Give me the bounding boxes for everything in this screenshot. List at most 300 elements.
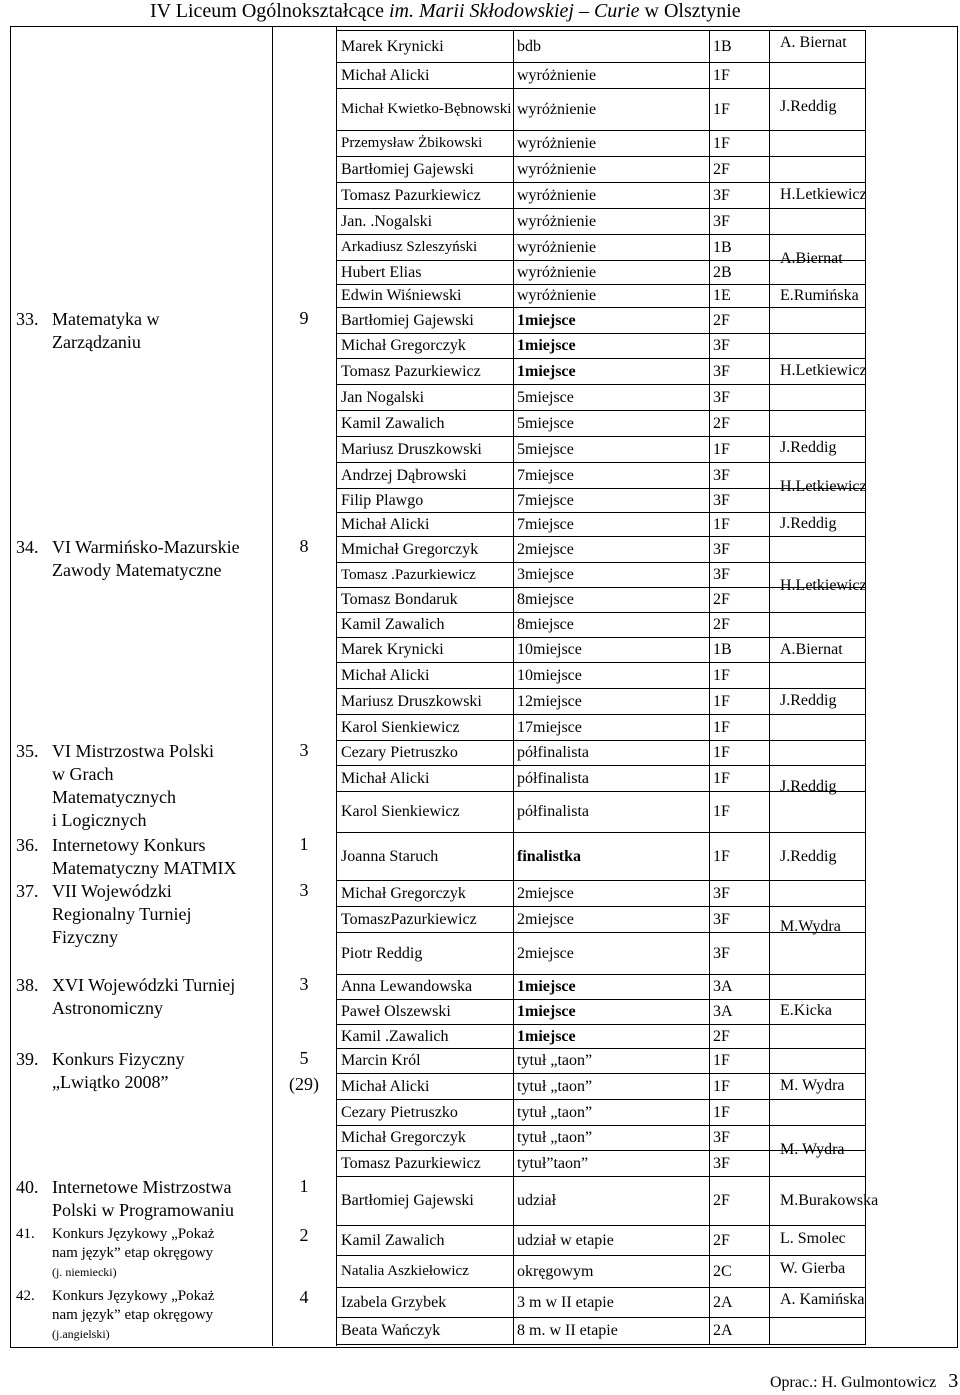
class-label: 3A: [713, 1003, 733, 1020]
competition-number: 41.: [16, 1226, 35, 1242]
teacher-name: H.Letkiewicz: [780, 478, 867, 495]
column-divider: [709, 1000, 710, 1024]
column-divider: [769, 131, 770, 156]
result-text: wyróżnienie: [517, 134, 597, 152]
result-text: wyróżnienie: [517, 186, 597, 204]
student-name: Karol Sienkiewicz: [341, 718, 460, 736]
result-text: 17miejsce: [517, 718, 582, 736]
teacher-name: M.Wydra: [780, 918, 841, 935]
competition-name-line: Matematyka w: [52, 309, 160, 329]
competition-name-line: Matematycznych: [52, 787, 176, 807]
class-label: 3F: [713, 1154, 730, 1172]
participant-count: 5: [299, 1048, 309, 1068]
column-divider: [769, 689, 770, 714]
column-divider: [709, 359, 710, 384]
class-label: 1F: [713, 769, 730, 787]
class-label: 1F: [713, 1103, 730, 1121]
student-name: Marek Krynicki: [341, 37, 444, 55]
column-divider: [709, 1226, 710, 1255]
column-divider: [513, 975, 514, 999]
student-name: Michał Alicki: [341, 515, 430, 533]
result-text: udział: [517, 1192, 557, 1209]
student-name: Kamil Zawalich: [341, 616, 445, 633]
table-row: [336, 1048, 866, 1073]
result-text: 1miejsce: [517, 1027, 576, 1045]
column-divider: [513, 588, 514, 612]
competition-name-line: Konkurs Językowy „Pokaż: [52, 1288, 215, 1304]
column-divider: [513, 1177, 514, 1225]
column-divider: [513, 513, 514, 536]
teacher-name: M. Wydra: [780, 1141, 845, 1158]
column-divider: [709, 638, 710, 662]
table-row: [336, 612, 866, 637]
column-divider: [769, 1177, 770, 1225]
student-name: Kamil Zawalich: [341, 1231, 445, 1249]
column-divider: [513, 663, 514, 688]
class-label: 1F: [713, 440, 730, 458]
result-text: półfinalista: [517, 803, 589, 820]
class-label: 3F: [713, 491, 730, 509]
header-school: IV Liceum Ogólnokształcące: [150, 0, 384, 22]
table-row: [336, 156, 866, 182]
student-name: Jan Nogalski: [341, 388, 425, 406]
result-text: 8miejsce: [517, 591, 574, 608]
competition-name-line: Zarządzaniu: [52, 332, 141, 352]
column-divider: [513, 766, 514, 791]
column-divider: [709, 463, 710, 488]
result-text: 7miejsce: [517, 491, 574, 509]
student-name: Bartłomiej Gajewski: [341, 1192, 474, 1209]
column-divider: [513, 715, 514, 740]
class-label: 1F: [713, 66, 730, 84]
column-divider: [709, 385, 710, 410]
student-name: Kamil .Zawalich: [341, 1027, 449, 1045]
student-name: Joanna Staruch: [341, 847, 439, 865]
page-header: [150, 0, 960, 24]
column-divider: [513, 638, 514, 662]
result-text: 3miejsce: [517, 566, 574, 583]
competition-name-line: (j.angielski): [52, 1327, 110, 1341]
column-divider: [769, 833, 770, 880]
column-divider: [513, 1256, 514, 1287]
class-label: 3F: [713, 388, 730, 406]
teacher-name: L. Smolec: [780, 1230, 846, 1247]
result-text: 2miejsce: [517, 884, 574, 902]
student-name: Marcin Król: [341, 1052, 421, 1069]
column-divider: [709, 437, 710, 462]
column-divider: [769, 1100, 770, 1125]
column-divider: [769, 1025, 770, 1048]
column-divider: [513, 209, 514, 234]
column-divider: [769, 157, 770, 182]
result-text: tytuł „taon”: [517, 1052, 593, 1069]
table-row: [336, 1317, 866, 1345]
result-text: wyróżnienie: [517, 212, 597, 230]
result-text: wyróżnienie: [517, 66, 597, 84]
result-text: półfinalista: [517, 744, 589, 761]
teacher-name: A.Biernat: [780, 641, 843, 658]
column-divider: [709, 1100, 710, 1125]
column-divider: [513, 359, 514, 384]
column-divider: [769, 437, 770, 462]
participant-count: 3: [299, 740, 309, 760]
competition-name-line: Polski w Programowaniu: [52, 1200, 234, 1220]
participant-count-total: (29): [289, 1074, 319, 1094]
result-text: 7miejsce: [517, 466, 574, 484]
competition-name-line: Astronomiczny: [52, 998, 163, 1018]
student-name: Hubert Elias: [341, 263, 422, 281]
column-divider: [769, 907, 770, 932]
student-name: Kamil Zawalich: [341, 414, 445, 432]
column-divider: [709, 792, 710, 832]
table-row: [336, 536, 866, 562]
class-label: 1F: [713, 744, 730, 761]
column-divider: [769, 638, 770, 662]
table-row: [336, 130, 866, 156]
class-label: 2C: [713, 1262, 732, 1280]
class-label: 1E: [713, 287, 731, 304]
column-divider: [513, 1318, 514, 1344]
competition-name-line: nam język” etap okręgowy: [52, 1245, 214, 1261]
column-divider: [769, 933, 770, 974]
column-divider: [709, 261, 710, 284]
class-label: 1F: [713, 666, 730, 684]
column-divider: [769, 741, 770, 765]
column-divider: [709, 1177, 710, 1225]
column-divider: [769, 1288, 770, 1317]
competition-name-line: VI Warmińsko-Mazurskie: [52, 537, 240, 557]
class-label: 1F: [713, 803, 730, 820]
student-name: Marek Krynicki: [341, 641, 444, 658]
column-divider: [769, 766, 770, 791]
column-divider: [769, 792, 770, 832]
column-divider: [709, 513, 710, 536]
column-divider: [513, 157, 514, 182]
column-divider: [709, 209, 710, 234]
column-divider: [769, 209, 770, 234]
competition-name-line: Matematyczny MATMIX: [52, 858, 237, 878]
column-divider: [709, 1151, 710, 1176]
participant-count: 3: [299, 974, 309, 994]
result-text: 7miejsce: [517, 515, 574, 533]
competition-number: 40.: [16, 1177, 39, 1197]
student-name: Michał Alicki: [341, 66, 430, 84]
teacher-name: M.Burakowska: [780, 1192, 879, 1209]
class-label: 3F: [713, 362, 730, 380]
column-divider: [709, 63, 710, 88]
teacher-name: H.Letkiewicz: [780, 362, 867, 379]
column-divider: [769, 1074, 770, 1099]
student-name: Arkadiusz Szleszyński: [341, 239, 478, 255]
class-label: 1F: [713, 718, 730, 736]
header-patron: im. Marii Skłodowskiej – Curie: [388, 0, 640, 22]
column-divider: [709, 411, 710, 436]
column-divider: [709, 1049, 710, 1073]
column-divider: [769, 1226, 770, 1255]
column-divider: [513, 1126, 514, 1150]
class-label: 3F: [713, 186, 730, 204]
teacher-name: J.Reddig: [780, 98, 837, 115]
result-text: 5miejsce: [517, 414, 574, 432]
participant-count: 4: [299, 1287, 309, 1307]
column-divider: [769, 31, 770, 62]
competition-name-line: Konkurs Fizyczny: [52, 1049, 185, 1069]
teacher-name: M. Wydra: [780, 1077, 845, 1094]
teacher-name: J.Reddig: [780, 439, 837, 456]
table-row: [336, 384, 866, 410]
page-number: 3: [948, 1370, 959, 1392]
competition-name-line: Fizyczny: [52, 927, 118, 947]
teacher-name: E.Rumińska: [780, 287, 859, 304]
column-divider: [769, 285, 770, 307]
column-divider: [513, 385, 514, 410]
column-divider: [769, 489, 770, 512]
result-text: 1miejsce: [517, 1003, 576, 1020]
student-name: Michał Gregorczyk: [341, 1129, 466, 1146]
class-label: 1B: [713, 641, 732, 658]
column-divider: [513, 537, 514, 562]
student-name: Michał Kwietko-Bębnowski: [341, 101, 512, 117]
class-label: 1F: [713, 134, 730, 152]
teacher-name: W. Gierba: [780, 1260, 846, 1277]
competition-name-line: VII Wojewódzki: [52, 881, 172, 901]
class-label: 2A: [713, 1293, 733, 1311]
column-divider: [513, 261, 514, 284]
column-divider: [709, 157, 710, 182]
student-name: Tomasz Bondaruk: [341, 591, 458, 608]
student-name: Paweł Olszewski: [341, 1003, 451, 1020]
student-name: TomaszPazurkiewicz: [341, 910, 477, 928]
column-divider: [709, 907, 710, 932]
table-row: [336, 974, 866, 999]
column-divider: [513, 411, 514, 436]
class-label: 1F: [713, 847, 730, 865]
column-divider: [513, 1049, 514, 1073]
column-divider: [513, 907, 514, 932]
result-text: 3 m w II etapie: [517, 1293, 614, 1311]
column-divider: [709, 741, 710, 765]
column-divider: [709, 537, 710, 562]
result-text: wyróżnienie: [517, 100, 597, 118]
column-divider: [709, 308, 710, 333]
result-text: tytuł „taon”: [517, 1103, 593, 1121]
teacher-name: A. Biernat: [780, 34, 847, 51]
column-divider: [513, 1151, 514, 1176]
student-name: Bartłomiej Gajewski: [341, 311, 474, 329]
column-divider: [513, 131, 514, 156]
column-divider: [513, 31, 514, 62]
column-divider: [769, 588, 770, 612]
class-label: 3F: [713, 212, 730, 230]
result-text: okręgowym: [517, 1262, 594, 1280]
column-divider: [709, 1025, 710, 1048]
competition-name-line: „Lwiątko 2008”: [52, 1072, 169, 1092]
result-text: udział w etapie: [517, 1231, 614, 1249]
competition-name-line: i Logicznych: [52, 810, 147, 830]
page-footer: [770, 1370, 958, 1393]
competition-number: 34.: [16, 537, 39, 557]
column-divider: [709, 131, 710, 156]
student-name: Beata Wańczyk: [341, 1322, 441, 1339]
teacher-name: J.Reddig: [780, 692, 837, 709]
column-divider: [513, 463, 514, 488]
class-label: 3F: [713, 910, 730, 928]
student-name: Cezary Pietruszko: [341, 744, 458, 761]
column-divider: [709, 689, 710, 714]
teacher-name: H.Letkiewicz: [780, 186, 867, 203]
column-divider: [769, 975, 770, 999]
result-text: wyróżnienie: [517, 263, 597, 281]
student-name: Anna Lewandowska: [341, 978, 473, 995]
class-label: 1B: [713, 238, 732, 256]
column-divider: [709, 975, 710, 999]
column-divider: [709, 663, 710, 688]
column-divider: [709, 833, 710, 880]
result-text: wyróżnienie: [517, 287, 597, 304]
column-divider: [769, 1318, 770, 1344]
result-text: tytuł „taon”: [517, 1129, 593, 1146]
participant-count: 2: [299, 1225, 309, 1245]
student-name: Michał Alicki: [341, 769, 430, 787]
column-divider: [513, 437, 514, 462]
column-divider: [769, 411, 770, 436]
column-divider: [513, 334, 514, 358]
result-text: bdb: [517, 37, 541, 55]
student-name: Tomasz Pazurkiewicz: [341, 186, 481, 204]
class-label: 1F: [713, 100, 730, 118]
class-label: 2F: [713, 1192, 730, 1209]
teacher-name: E.Kicka: [780, 1002, 832, 1019]
student-name: Mariusz Druszkowski: [341, 440, 482, 458]
column-divider: [769, 537, 770, 562]
competition-name-line: w Grach: [52, 764, 114, 784]
result-text: 8miejsce: [517, 616, 574, 633]
class-label: 2F: [713, 1231, 730, 1249]
class-label: 3F: [713, 944, 730, 962]
column-divider: [769, 881, 770, 906]
column-divider: [709, 334, 710, 358]
column-divider: [513, 235, 514, 260]
class-label: 3F: [713, 1129, 730, 1146]
column-divider: [513, 183, 514, 208]
column-divider: [709, 1288, 710, 1317]
column-divider: [769, 715, 770, 740]
teacher-name: J.Reddig: [780, 848, 837, 865]
table-row: [336, 333, 866, 358]
column-divider: [769, 1151, 770, 1176]
student-name: Andrzej Dąbrowski: [341, 466, 467, 484]
competition-number: 38.: [16, 975, 39, 995]
class-label: 2B: [713, 263, 732, 281]
column-divider: [769, 308, 770, 333]
column-divider: [513, 689, 514, 714]
competition-number: 37.: [16, 881, 39, 901]
column-divider: [709, 489, 710, 512]
teacher-name: A. Kamińska: [780, 1291, 865, 1308]
result-text: 1miejsce: [517, 362, 576, 380]
result-text: tytuł”taon”: [517, 1154, 589, 1172]
competition-number: 35.: [16, 741, 39, 761]
competition-number: 42.: [16, 1288, 35, 1304]
table-row: [336, 1024, 866, 1048]
student-name: Natalia Aszkiełowicz: [341, 1263, 469, 1279]
column-divider: [513, 1226, 514, 1255]
student-name: Filip Plawgo: [341, 491, 424, 509]
column-divider: [709, 613, 710, 637]
column-divider: [769, 261, 770, 284]
result-text: 10miejsce: [517, 666, 582, 684]
result-text: 2miejsce: [517, 540, 574, 558]
competition-name-line: XVI Wojewódzki Turniej: [52, 975, 236, 995]
participant-count: 3: [299, 880, 309, 900]
column-divider: [513, 792, 514, 832]
student-name: Jan. .Nogalski: [341, 212, 433, 230]
student-name: Michał Gregorczyk: [341, 337, 466, 354]
class-label: 2F: [713, 311, 730, 329]
student-name: Mariusz Druszkowski: [341, 692, 482, 710]
competition-name-line: VI Mistrzostwa Polski: [52, 741, 214, 761]
result-text: 1miejsce: [517, 978, 576, 995]
result-text: 5miejsce: [517, 388, 574, 406]
footer-author: Oprac.: H. Gulmontowicz: [770, 1374, 937, 1391]
competition-name-line: (j. niemiecki): [52, 1265, 117, 1279]
column-divider: [709, 1318, 710, 1344]
column-divider: [513, 933, 514, 974]
table-row: [336, 791, 866, 832]
result-text: tytuł „taon”: [517, 1077, 593, 1095]
column-divider: [513, 833, 514, 880]
result-text: wyróżnienie: [517, 160, 597, 178]
table-row: [336, 714, 866, 740]
column-divider: [769, 334, 770, 358]
student-name: Tomasz Pazurkiewicz: [341, 1154, 481, 1172]
column-divider: [709, 285, 710, 307]
column-divider: [709, 933, 710, 974]
column-divider: [513, 1025, 514, 1048]
column-divider: [709, 715, 710, 740]
class-label: 3A: [713, 978, 733, 995]
column-divider: [709, 563, 710, 587]
table-row: [336, 208, 866, 234]
table-row: [336, 1099, 866, 1125]
column-divider: [513, 63, 514, 88]
column-divider: [769, 1049, 770, 1073]
competition-name-line: Internetowy Konkurs: [52, 835, 206, 855]
class-label: 2F: [713, 1027, 730, 1045]
student-name: Bartłomiej Gajewski: [341, 160, 474, 178]
class-label: 1F: [713, 1052, 730, 1069]
result-text: 2miejsce: [517, 910, 574, 928]
column-divider: [709, 1074, 710, 1099]
student-name: Przemysław Żbikowski: [341, 135, 483, 151]
class-label: 1F: [713, 692, 730, 710]
column-divider: [769, 183, 770, 208]
competition-column: [10, 26, 273, 1346]
column-divider: [709, 31, 710, 62]
column-divider: [769, 385, 770, 410]
table-row: [336, 307, 866, 333]
header-city: w Olsztynie: [644, 0, 741, 22]
column-divider: [513, 1000, 514, 1024]
column-divider: [709, 235, 710, 260]
class-label: 1B: [713, 37, 732, 55]
teacher-name: J.Reddig: [780, 515, 837, 532]
column-divider: [769, 613, 770, 637]
result-text: 12miejsce: [517, 692, 582, 710]
student-name: Michał Alicki: [341, 1077, 430, 1095]
competition-name-line: Zawody Matematyczne: [52, 560, 222, 580]
column-divider: [769, 1000, 770, 1024]
